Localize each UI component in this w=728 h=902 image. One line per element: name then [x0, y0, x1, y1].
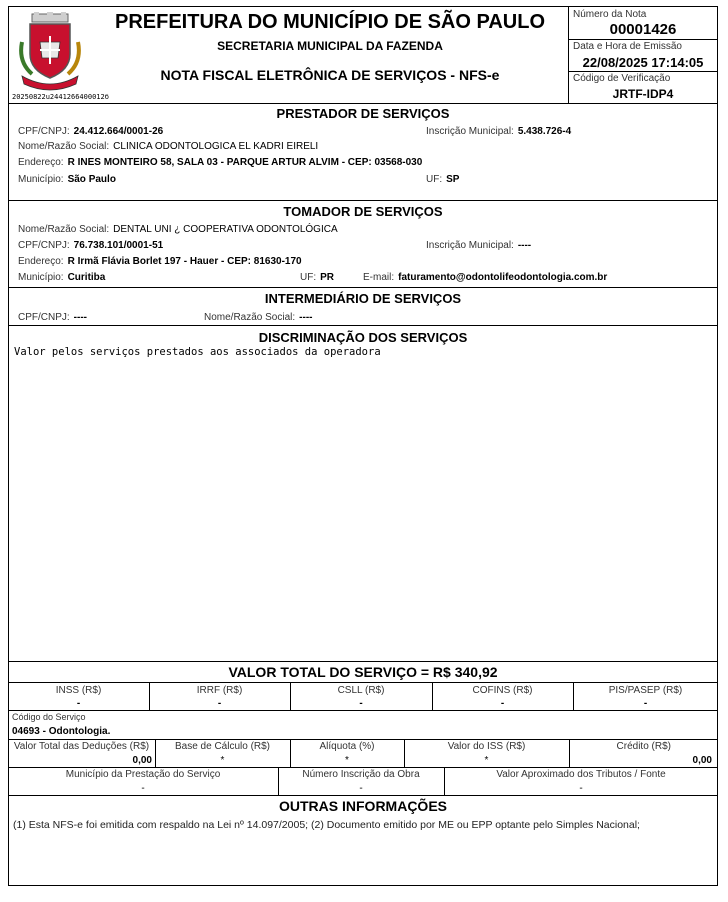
prestador-uf: UF: SP — [426, 174, 460, 185]
tomador-title: TOMADOR DE SERVIÇOS — [283, 204, 443, 219]
csll-label: CSLL (R$) — [337, 685, 385, 696]
header-subtitle: SECRETARIA MUNICIPAL DA FAZENDA — [217, 39, 443, 53]
barcode-text: 20250822u2441266400012б — [12, 93, 109, 101]
outras-informacoes-title: OUTRAS INFORMAÇÕES — [279, 798, 447, 814]
base-calculo-value: * — [220, 755, 225, 766]
irrf-label: IRRF (R$) — [196, 685, 243, 696]
sao-paulo-coat-of-arms-logo — [18, 12, 82, 94]
cofins-label: COFINS (R$) — [472, 685, 533, 696]
tomador-uf: UF: PR — [300, 272, 335, 283]
base-calculo-label: Base de Cálculo (R$) — [174, 741, 271, 752]
codigo-verificacao-value: JRTF-IDP4 — [612, 87, 674, 101]
intermediario-cpf: CPF/CNPJ: ---- — [18, 312, 87, 323]
valor-iss-label: Valor do ISS (R$) — [447, 741, 526, 752]
inss-value: - — [76, 698, 81, 709]
valor-tributos-label: Valor Aproximado dos Tributos / Fonte — [496, 769, 666, 780]
municipio-prestacao-label: Município da Prestação do Serviço — [65, 769, 221, 780]
prestador-cpf: CPF/CNPJ: 24.412.664/0001-26 — [18, 126, 164, 137]
codigo-servico-label: Código do Serviço — [12, 712, 86, 722]
credito-value: 0,00 — [692, 755, 712, 766]
deducoes-label: Valor Total das Deduções (R$) — [13, 741, 150, 752]
tomador-endereco: Endereço: R Irmã Flávia Borlet 197 - Hauer - CEP: 81630-170 — [18, 256, 302, 267]
intermediario-title: INTERMEDIÁRIO DE SERVIÇOS — [264, 291, 462, 306]
deducoes-value: 0,00 — [132, 755, 152, 766]
data-emissao-value: 22/08/2025 17:14:05 — [582, 55, 704, 70]
aliquota-label: Alíquota (%) — [319, 741, 375, 752]
tomador-municipio: Município: Curitiba — [18, 272, 106, 283]
municipio-prestacao-value: - — [141, 783, 145, 794]
prestador-municipio: Município: São Paulo — [18, 174, 116, 185]
valor-tributos-value: - — [579, 783, 583, 794]
prestador-title: PRESTADOR DE SERVIÇOS — [276, 106, 450, 121]
csll-value: - — [359, 698, 363, 709]
pis-pasep-label: PIS/PASEP (R$) — [608, 685, 683, 696]
discriminacao-text: Valor pelos serviços prestados aos associados da operadora — [14, 346, 381, 358]
prestador-inscricao-municipal: Inscrição Municipal: 5.438.726-4 — [426, 126, 572, 137]
credito-label: Crédito (R$) — [616, 741, 671, 752]
data-emissao-label: Data e Hora de Emissão — [573, 41, 682, 52]
intermediario-nome: Nome/Razão Social: ---- — [204, 312, 313, 323]
valor-total: VALOR TOTAL DO SERVIÇO = R$ 340,92 — [228, 664, 498, 680]
header-title: PREFEITURA DO MUNICÍPIO DE SÃO PAULO — [114, 11, 546, 33]
prestador-endereco: Endereço: R INES MONTEIRO 58, SALA 03 - PARQUE ARTUR ALVIM - CEP: 03568-030 — [18, 157, 423, 168]
tomador-email: E-mail: faturamento@odontolifeodontologia.com.br — [363, 272, 608, 283]
irrf-value: - — [217, 698, 222, 709]
valor-iss-value: * — [484, 755, 489, 766]
document-title: NOTA FISCAL ELETRÔNICA DE SERVIÇOS - NFS-e — [160, 67, 500, 83]
cofins-value: - — [500, 698, 505, 709]
tomador-nome: Nome/Razão Social: DENTAL UNI ¿ COOPERATIVA ODONTOLÓGICA — [18, 224, 338, 235]
tomador-cpf: CPF/CNPJ: 76.738.101/0001-51 — [18, 240, 164, 251]
codigo-verificacao-label: Código de Verificação — [573, 73, 671, 84]
aliquota-value: * — [345, 755, 349, 766]
discriminacao-title: DISCRIMINAÇÃO DOS SERVIÇOS — [258, 330, 468, 345]
nfse-frame — [8, 6, 718, 886]
inscricao-obra-value: - — [359, 783, 363, 794]
outras-informacoes-text: (1) Esta NFS-e foi emitida com respaldo na Lei nº 14.097/2005; (2) Documento emitido por ME ou EPP optante pelo Simples Nacional; — [13, 819, 640, 831]
codigo-servico-value: 04693 - Odontologia. — [12, 726, 111, 737]
tomador-inscricao-municipal: Inscrição Municipal: ---- — [426, 240, 532, 251]
pis-pasep-value: - — [643, 698, 648, 709]
prestador-nome: Nome/Razão Social: CLINICA ODONTOLOGICA EL KADRI EIRELI — [18, 141, 319, 152]
numero-nota-value: 00001426 — [609, 21, 677, 38]
inss-label: INSS (R$) — [55, 685, 102, 696]
numero-nota-label: Número da Nota — [573, 9, 647, 20]
inscricao-obra-label: Número Inscrição da Obra — [302, 769, 420, 780]
